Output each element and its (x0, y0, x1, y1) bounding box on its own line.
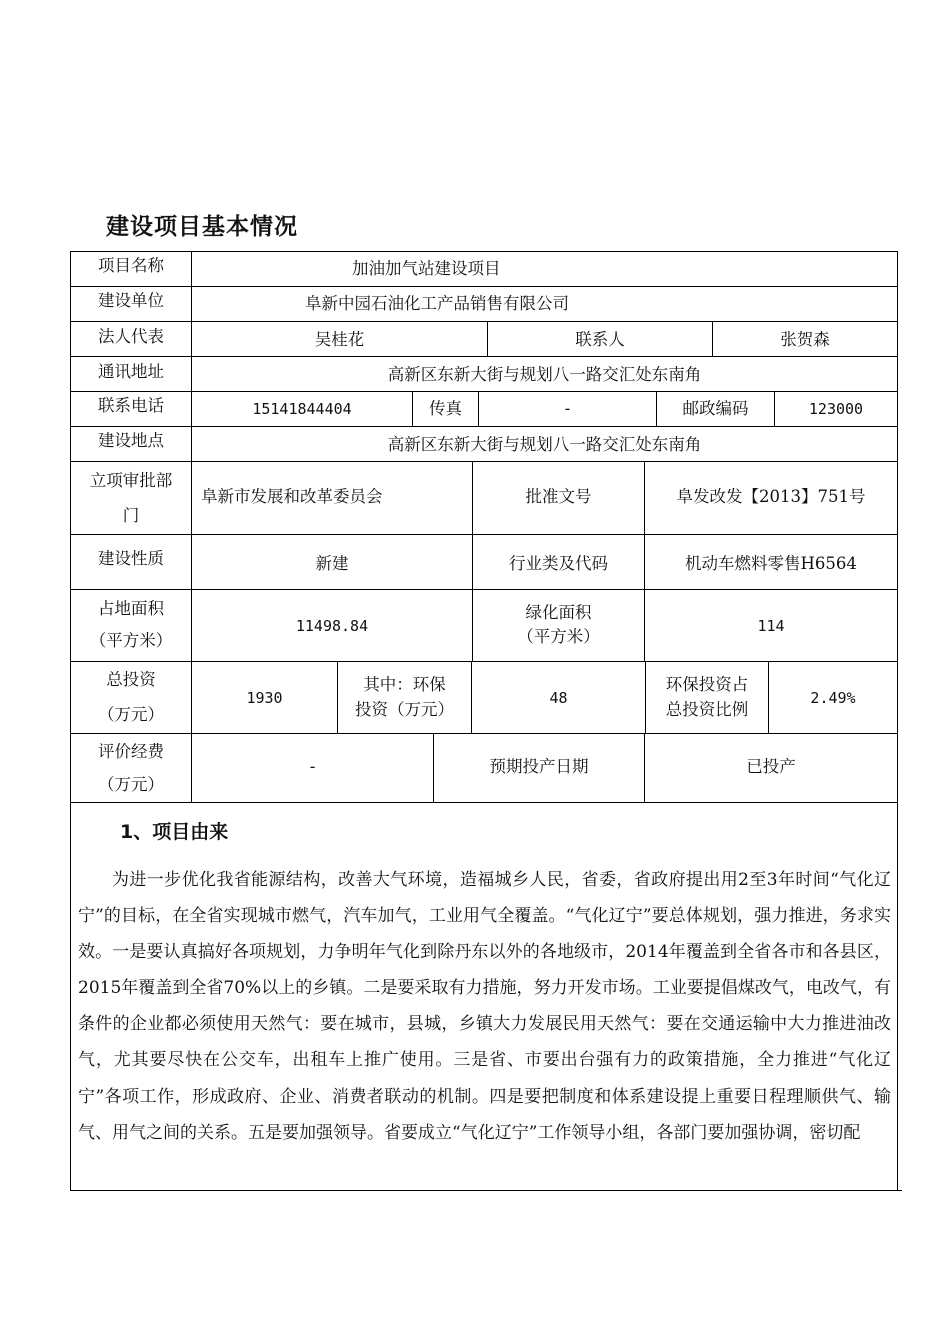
approval-dept-label-line2: 门 (122, 505, 140, 525)
builder-value: 阜新中园石油化工产品销售有限公司 (305, 294, 569, 314)
page-title: 建设项目基本情况 (106, 214, 298, 240)
env-ratio-label (646, 661, 768, 733)
evaluation-label (71, 733, 191, 802)
phone-label: 联系电话 (98, 396, 164, 416)
fax-label: 传真 (429, 399, 462, 419)
industry-label: 行业类及代码 (509, 554, 608, 574)
section-paragraph: 为进一步优化我省能源结构，改善大气环境，造福城乡人民，省委，省政府提出用2至3年时间“气化辽宁”的目标，在全省实现城市燃气，汽车加气，工业用气全覆盖。“气化辽宁”要总体规划，强力推进，务求实效。一是要认真搞好各项规划，力争明年气化到除丹东以外的各地级市，2014年覆盖到全省各市和各县区，2015年覆盖到全省70%以上的乡镇。二是要采取有力措施，努力开发市场。工业要提倡煤改气，电改气，有条件的企业都必须使用天然气：要在城市，县城，乡镇大力发展民用天然气：要在交通运输中大力推进油改气，尤其要尽快在公交车，出租车上推广使用。三是省、市要出台强有力的政策措施，全力推进“气化辽宁”各项工作，形成政府、企业、消费者联动的机制。四是要把制度和体系建设提上重要日程理顺供气、输气、用气之间的关系。五是要加强领导。省要成立“气化辽宁”工作领导小组，各部门要加强协调，密切配 (78, 870, 891, 1143)
env-ratio-label-line2: 总投资比例 (665, 700, 749, 719)
builder-label: 建设单位 (98, 290, 164, 310)
green-area-value: 114 (757, 616, 785, 635)
env-investment-label-line1: 其中：环保 (363, 675, 446, 694)
project-name-label: 项目名称 (98, 255, 164, 275)
site-value: 高新区东新大街与规划八一路交汇处东南角 (387, 435, 702, 455)
investment-label (71, 661, 191, 733)
env-ratio-label-line1: 环保投资占 (665, 675, 749, 694)
fax-value: - (564, 399, 571, 419)
approval-doc-value: 阜发改发【2013】751号 (676, 487, 866, 507)
green-area-label-line2: （平方米） (517, 627, 600, 646)
site-label: 建设地点 (98, 431, 164, 451)
nature-label: 建设性质 (98, 548, 164, 568)
land-area-label (71, 589, 191, 661)
investment-value: 1930 (246, 688, 283, 707)
evaluation-label-line2: （万元） (98, 774, 164, 794)
address-value: 高新区东新大街与规划八一路交汇处东南角 (387, 365, 702, 385)
approval-dept-label (71, 461, 191, 534)
approval-doc-label: 批准文号 (525, 487, 592, 507)
address-label: 通讯地址 (98, 361, 164, 381)
land-area-label-line2: （平方米） (89, 631, 173, 650)
land-area-label-line1: 占地面积 (98, 599, 164, 618)
project-name-value: 加油加气站建设项目 (352, 259, 501, 279)
production-date-value: 已投产 (746, 757, 796, 777)
evaluation-value: - (309, 757, 316, 777)
postcode-value: 123000 (808, 400, 864, 419)
env-investment-label (338, 661, 471, 733)
green-area-label (473, 589, 644, 661)
env-investment-value: 48 (549, 688, 568, 707)
land-area-value: 11498.84 (295, 616, 369, 635)
production-date-label: 预期投产日期 (489, 757, 589, 777)
industry-value: 机动车燃料零售H6564 (685, 554, 857, 574)
nature-value: 新建 (315, 554, 349, 574)
investment-label-line2: （万元） (98, 705, 164, 724)
phone-value: 15141844404 (252, 400, 352, 419)
section-heading: 1、项目由来 (120, 821, 229, 843)
env-investment-label-line2: 投资（万元） (355, 700, 454, 719)
env-ratio-value: 2.49% (810, 688, 856, 707)
legal-rep-label: 法人代表 (98, 327, 164, 347)
green-area-label-line1: 绿化面积 (525, 603, 592, 622)
legal-rep-value: 吴桂花 (314, 330, 365, 350)
evaluation-label-line1: 评价经费 (98, 741, 164, 761)
postcode-label: 邮政编码 (682, 399, 749, 419)
contact-label: 联系人 (575, 330, 625, 350)
investment-label-line1: 总投资 (106, 670, 156, 689)
approval-dept-label-line1: 立项审批部 (89, 470, 173, 490)
approval-dept-value: 阜新市发展和改革委员会 (201, 487, 383, 507)
contact-value: 张贺森 (780, 330, 830, 350)
